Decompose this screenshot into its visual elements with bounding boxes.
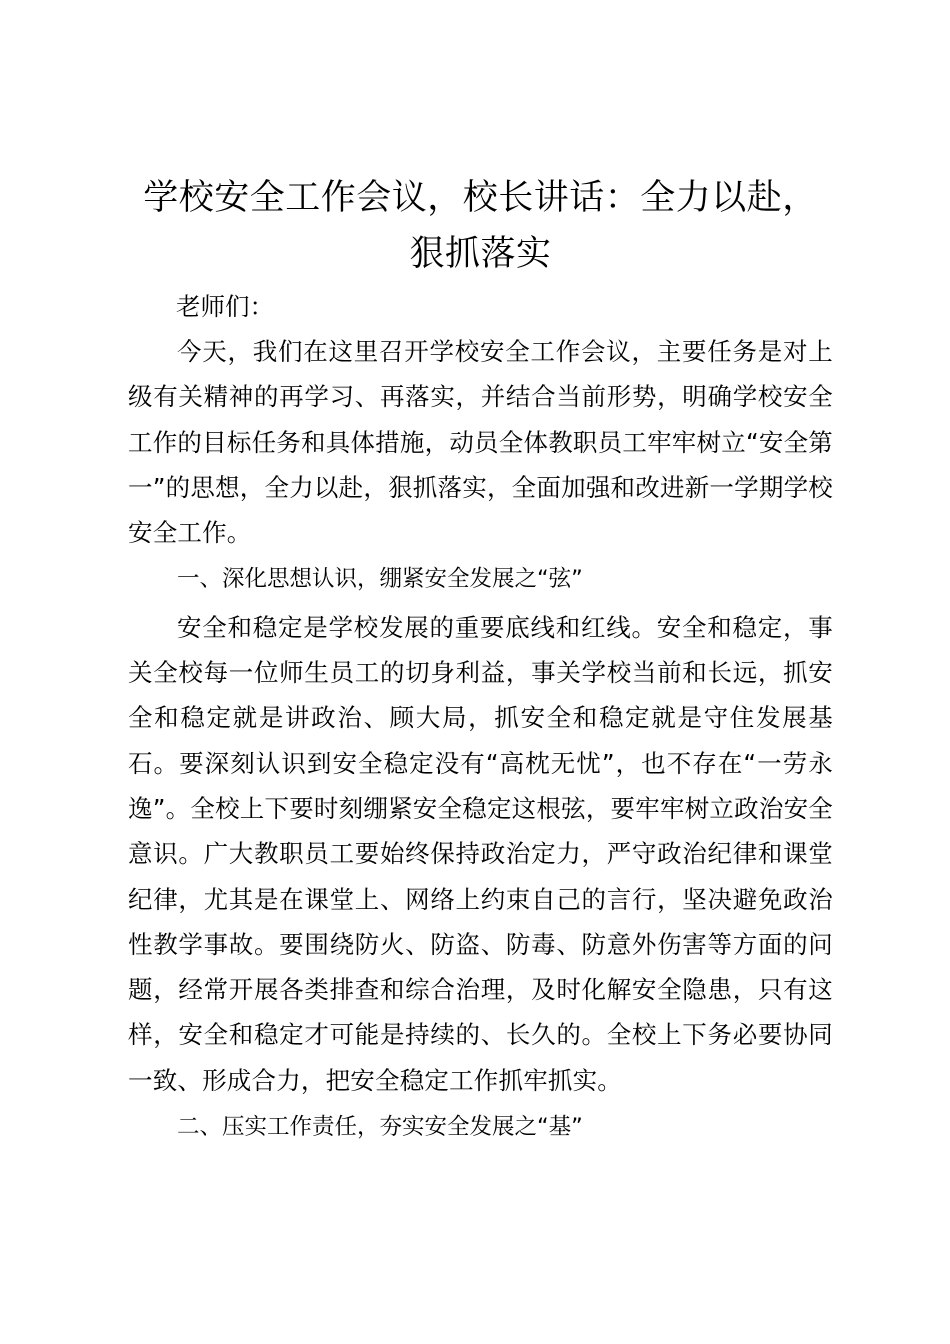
document-page <box>128 170 833 1152</box>
section-heading-1: 一、深化思想认识，绷紧安全发展之“弦” <box>177 566 583 593</box>
salutation: 老师们： <box>176 292 274 321</box>
section-heading-2: 二、压实工作责任，夯实安全发展之“基” <box>177 1114 583 1141</box>
document-title: 学校安全工作会议，校长讲话：全力以赴，狠抓落实 <box>143 178 818 274</box>
intro-paragraph: 今天，我们在这里召开学校安全工作会议，主要任务是对上级有关精神的再学习、再落实，并结合当前形势，明确学校安全工作的目标任务和具体措施，动员全体教职员工牢牢树立“安全第一”的思想，全力以赴，狠抓落实，全面加强和改进新一学期学校安全工作。 <box>128 337 833 548</box>
section-1-paragraph: 安全和稳定是学校发展的重要底线和红线。安全和稳定，事关全校每一位师生员工的切身利益，事关学校当前和长远，抓安全和稳定就是讲政治、顾大局，抓安全和稳定就是守住发展基石。要深刻认识到安全稳定没有“高枕无忧”，也不存在“一劳永逸”。全校上下要时刻绷紧安全稳定这根弦，要牢牢树立政治安全意识。广大教职员工要始终保持政治定力，严守政治纪律和课堂纪律，尤其是在课堂上、网络上约束自己的言行，坚决避免政治性教学事故。要围绕防火、防盗、防毒、防意外伤害等方面的问题，经常开展各类排查和综合治理，及时化解安全隐患，只有这样，安全和稳定才可能是持续的、长久的。全校上下务必要协同一致、形成合力，把安全稳定工作抓牢抓实。 <box>128 612 833 1095</box>
